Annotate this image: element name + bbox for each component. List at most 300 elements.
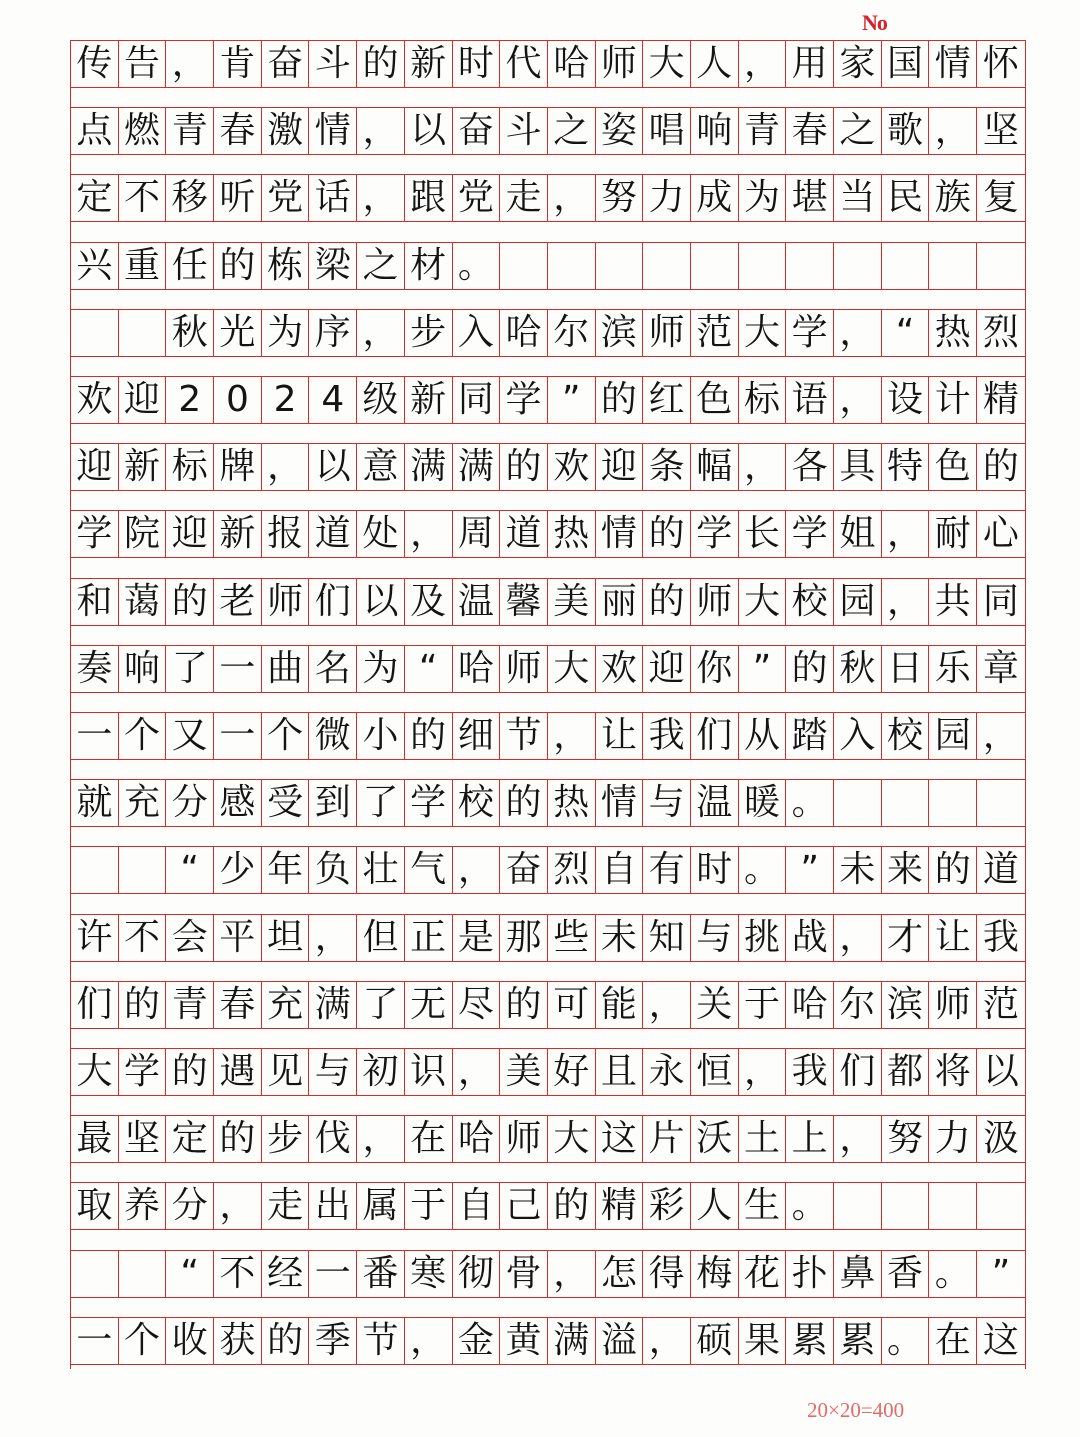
grid-cell: 红 — [643, 377, 691, 423]
grid-cell: 气 — [405, 847, 453, 893]
grid-cell: 迎 — [71, 444, 119, 490]
grid-cell: 平 — [214, 915, 262, 961]
grid-row — [71, 914, 1025, 962]
grid-cell: 为 — [739, 175, 787, 221]
grid-cell: 欢 — [548, 444, 596, 490]
grid-cell: 迎 — [596, 444, 644, 490]
grid-cell: 的 — [596, 377, 644, 423]
grid-cell: 时 — [691, 847, 739, 893]
grid-cell: 之 — [357, 243, 405, 289]
grid-cell: 经 — [262, 1251, 310, 1297]
grid-cell: 奋 — [500, 847, 548, 893]
grid-cell: 在 — [405, 1116, 453, 1162]
grid-cell: 哈 — [453, 1116, 501, 1162]
grid-cell: 的 — [500, 444, 548, 490]
grid-cell: 耐 — [929, 511, 977, 557]
grid-cell: 各 — [786, 444, 834, 490]
grid-cell: 大 — [71, 1049, 119, 1095]
grid-cell: 之 — [834, 108, 882, 154]
grid-row — [71, 1182, 1025, 1230]
grid-cell: 金 — [453, 1318, 501, 1364]
grid-cell: 于 — [405, 1183, 453, 1229]
grid-cell: 以 — [405, 108, 453, 154]
grid-cell: ， — [405, 1318, 453, 1364]
grid-cell — [834, 1183, 882, 1229]
grid-cell: 溢 — [596, 1318, 644, 1364]
grid-cell: 力 — [929, 1116, 977, 1162]
grid-cell: 师 — [500, 646, 548, 692]
grid-cell: 微 — [309, 713, 357, 759]
grid-cell: 。 — [739, 847, 787, 893]
grid-cell: 院 — [119, 511, 167, 557]
grid-cell: 哈 — [786, 982, 834, 1028]
grid-cell: 汲 — [982, 1118, 1019, 1160]
grid-cell: 响 — [691, 108, 739, 154]
grid-cell: 。 — [882, 1318, 930, 1364]
grid-cell: 了 — [357, 982, 405, 1028]
grid-cell: 校 — [882, 713, 930, 759]
grid-cell: 以 — [309, 444, 357, 490]
grid-cell: 与 — [309, 1049, 357, 1095]
grid-cell: 果 — [739, 1318, 787, 1364]
grid-cell: 大 — [548, 1116, 596, 1162]
grid-cell: 壮 — [357, 847, 405, 893]
grid-cell: 标 — [739, 377, 787, 423]
grid-cell: 许 — [71, 915, 119, 961]
grid-cell: 步 — [262, 1116, 310, 1162]
grid-row — [71, 578, 1025, 626]
grid-row — [71, 443, 1025, 491]
grid-cell: ， — [834, 1116, 882, 1162]
grid-cell: 师 — [929, 982, 977, 1028]
grid-cell: 的 — [214, 243, 262, 289]
grid-cell: ， — [643, 1318, 691, 1364]
grid-cell — [500, 243, 548, 289]
grid-cell: 从 — [739, 713, 787, 759]
grid-cell: 。 — [453, 243, 501, 289]
grid-cell: 不 — [119, 915, 167, 961]
grid-cell: 欢 — [71, 377, 119, 423]
grid-cell: 们 — [691, 713, 739, 759]
grid-cell: 一 — [309, 1251, 357, 1297]
grid-cell: 一 — [71, 1318, 119, 1364]
grid-cell: 燃 — [119, 108, 167, 154]
grid-cell — [691, 243, 739, 289]
grid-cell — [596, 243, 644, 289]
grid-cell: 设 — [882, 377, 930, 423]
grid-cell: ， — [929, 108, 977, 154]
grid-cell: 们 — [71, 982, 119, 1028]
grid-cell: 时 — [453, 41, 501, 87]
grid-cell: 努 — [882, 1116, 930, 1162]
grid-cell: ， — [739, 41, 787, 87]
grid-cell: 上 — [786, 1116, 834, 1162]
grid-cell: 些 — [548, 915, 596, 961]
grid-cell: 节 — [357, 1318, 405, 1364]
grid-cell: 正 — [405, 915, 453, 961]
grid-cell: 新 — [405, 377, 453, 423]
grid-cell: 青 — [166, 108, 214, 154]
grid-cell: 学 — [500, 377, 548, 423]
grid-row — [71, 242, 1025, 290]
grid-cell — [786, 243, 834, 289]
grid-row — [71, 645, 1025, 693]
grid-cell: 情 — [596, 780, 644, 826]
grid-cell: 新 — [405, 41, 453, 87]
grid-cell: 情 — [596, 511, 644, 557]
grid-cell: 定 — [166, 1116, 214, 1162]
grid-cell: 尽 — [453, 982, 501, 1028]
grid-cell: 之 — [548, 108, 596, 154]
grid-cell: 入 — [453, 310, 501, 356]
grid-cell: 的 — [119, 982, 167, 1028]
grid-cell: 寒 — [405, 1251, 453, 1297]
grid-cell: 激 — [262, 108, 310, 154]
grid-cell: 复 — [982, 177, 1019, 219]
grid-cell: 了 — [166, 646, 214, 692]
grid-cell: 梅 — [691, 1251, 739, 1297]
grid-cell: 。 — [786, 1183, 834, 1229]
grid-cell: 0 — [214, 377, 262, 423]
grid-cell: 色 — [691, 377, 739, 423]
grid-cell: 彩 — [643, 1183, 691, 1229]
grid-cell: 堪 — [786, 175, 834, 221]
grid-cell: 满 — [453, 444, 501, 490]
grid-cell: 恒 — [691, 1049, 739, 1095]
grid-cell: 关 — [691, 982, 739, 1028]
grid-cell: 具 — [834, 444, 882, 490]
grid-cell: 告 — [119, 41, 167, 87]
grid-cell: 蔼 — [119, 579, 167, 625]
grid-cell: 欢 — [596, 646, 644, 692]
grid-cell: ， — [982, 715, 1019, 756]
grid-cell — [643, 243, 691, 289]
grid-cell: 坦 — [262, 915, 310, 961]
grid-cell: “ — [166, 1251, 214, 1297]
grid-cell: 的 — [166, 1049, 214, 1095]
grid-row — [71, 40, 1025, 88]
grid-cell: 级 — [357, 377, 405, 423]
grid-row — [71, 1115, 1025, 1163]
grid-cell: 奏 — [71, 646, 119, 692]
grid-cell: 识 — [405, 1049, 453, 1095]
grid-cell: ， — [166, 41, 214, 87]
grid-cell: 香 — [882, 1251, 930, 1297]
grid-cell: 日 — [882, 646, 930, 692]
grid-cell: 奋 — [453, 108, 501, 154]
grid-cell: 骨 — [500, 1251, 548, 1297]
grid-cell: 个 — [119, 713, 167, 759]
grid-cell: 范 — [691, 310, 739, 356]
grid-cell: 族 — [929, 175, 977, 221]
grid-cell: 温 — [453, 579, 501, 625]
grid-cell: 光 — [214, 310, 262, 356]
grid-cell: 让 — [929, 915, 977, 961]
grid-cell: 的 — [786, 646, 834, 692]
grid-cell: 将 — [929, 1049, 977, 1095]
grid-cell: 与 — [643, 780, 691, 826]
grid-cell: 特 — [882, 444, 930, 490]
grid-cell: 馨 — [500, 579, 548, 625]
grid-cell — [929, 1183, 977, 1229]
grid-cell: 的 — [262, 1318, 310, 1364]
grid-cell: ， — [309, 915, 357, 961]
grid-row — [71, 174, 1025, 222]
grid-cell: ， — [882, 511, 930, 557]
grid-cell: 热 — [548, 511, 596, 557]
grid-cell: 的 — [166, 579, 214, 625]
grid-cell: 斗 — [309, 41, 357, 87]
grid-cell: 硕 — [691, 1318, 739, 1364]
grid-cell: 自 — [596, 847, 644, 893]
grid-cell — [119, 310, 167, 356]
grid-cell: 鼻 — [834, 1251, 882, 1297]
grid-cell: 收 — [166, 1318, 214, 1364]
grid-cell: 梁 — [309, 243, 357, 289]
grid-cell: 情 — [309, 108, 357, 154]
grid-cell: 美 — [548, 579, 596, 625]
grid-cell: 的 — [500, 780, 548, 826]
grid-cell: 怀 — [982, 43, 1019, 84]
grid-cell: 春 — [214, 982, 262, 1028]
grid-cell: 兴 — [71, 243, 119, 289]
grid-cell: 沃 — [691, 1116, 739, 1162]
grid-cell: 周 — [453, 511, 501, 557]
grid-cell: “ — [405, 646, 453, 692]
grid-cell: 满 — [309, 982, 357, 1028]
grid-cell: 尔 — [834, 982, 882, 1028]
grid-cell: “ — [166, 847, 214, 893]
writing-grid — [70, 40, 1026, 1369]
grid-row — [71, 981, 1025, 1029]
grid-cell: ， — [643, 982, 691, 1028]
grid-cell: 于 — [739, 982, 787, 1028]
grid-cell — [977, 243, 1025, 289]
grid-cell — [882, 1183, 930, 1229]
grid-cell: 的 — [929, 847, 977, 893]
grid-cell: 走 — [500, 175, 548, 221]
grid-cell: 热 — [929, 310, 977, 356]
grid-cell: 师 — [643, 310, 691, 356]
grid-cell: 这 — [982, 1319, 1019, 1361]
grid-cell: 未 — [596, 915, 644, 961]
grid-cell: 乐 — [929, 646, 977, 692]
grid-cell: 有 — [643, 847, 691, 893]
grid-cell: 我 — [643, 713, 691, 759]
grid-cell: 肯 — [214, 41, 262, 87]
grid-cell: 烈 — [548, 847, 596, 893]
grid-cell: ， — [834, 377, 882, 423]
grid-cell: 跟 — [405, 175, 453, 221]
grid-cell: ， — [357, 108, 405, 154]
grid-cell: 传 — [71, 41, 119, 87]
grid-cell: 学 — [786, 310, 834, 356]
grid-cell: 学 — [786, 511, 834, 557]
grid-cell: 标 — [166, 444, 214, 490]
grid-cell: 能 — [596, 982, 644, 1028]
grid-cell: 滨 — [596, 310, 644, 356]
grid-cell: 2 — [262, 377, 310, 423]
grid-cell: 一 — [214, 713, 262, 759]
grid-cell — [834, 780, 882, 826]
grid-cell: 最 — [71, 1116, 119, 1162]
grid-cell: 定 — [71, 175, 119, 221]
grid-cell: 番 — [357, 1251, 405, 1297]
grid-cell: ， — [548, 1251, 596, 1297]
grid-cell: 色 — [929, 444, 977, 490]
grid-cell: 让 — [596, 713, 644, 759]
grid-cell: 季 — [309, 1318, 357, 1364]
grid-cell: 年 — [262, 847, 310, 893]
grid-row — [71, 846, 1025, 894]
grid-cell: 歌 — [882, 108, 930, 154]
grid-cell: 精 — [596, 1183, 644, 1229]
grid-cell: 2 — [166, 377, 214, 423]
grid-cell: 丽 — [596, 579, 644, 625]
grid-cell — [977, 1183, 1025, 1229]
grid-cell: 章 — [982, 647, 1019, 689]
grid-cell: 迎 — [643, 646, 691, 692]
grid-cell: 美 — [500, 1049, 548, 1095]
grid-cell: 暖 — [739, 780, 787, 826]
grid-cell: 。 — [786, 780, 834, 826]
grid-cell: 新 — [214, 511, 262, 557]
grid-cell: 坚 — [119, 1116, 167, 1162]
grid-cell: 取 — [71, 1183, 119, 1229]
grid-cell: 小 — [357, 713, 405, 759]
grid-cell: 的 — [982, 446, 1019, 488]
grid-cell: 计 — [929, 377, 977, 423]
grid-cell: 土 — [739, 1116, 787, 1162]
grid-row — [71, 1048, 1025, 1096]
grid-cell: 学 — [71, 511, 119, 557]
grid-cell: 踏 — [786, 713, 834, 759]
grid-cell: 唱 — [643, 108, 691, 154]
grid-cell: 党 — [262, 175, 310, 221]
grid-cell: 属 — [357, 1183, 405, 1229]
grid-cell — [71, 847, 119, 893]
grid-cell: 入 — [834, 713, 882, 759]
grid-cell — [71, 310, 119, 356]
grid-cell: 好 — [548, 1049, 596, 1095]
grid-cell: 战 — [786, 915, 834, 961]
grid-cell: 都 — [882, 1049, 930, 1095]
grid-cell: 大 — [643, 41, 691, 87]
grid-cell: ” — [548, 377, 596, 423]
grid-cell: 满 — [405, 444, 453, 490]
grid-cell: ， — [405, 511, 453, 557]
grid-row — [71, 107, 1025, 155]
grid-cell: 学 — [119, 1049, 167, 1095]
grid-cell: 们 — [309, 579, 357, 625]
grid-cell: 家 — [834, 41, 882, 87]
grid-cell: 伐 — [309, 1116, 357, 1162]
grid-cell: 幅 — [691, 444, 739, 490]
grid-cell: ， — [834, 915, 882, 961]
grid-cell: 代 — [500, 41, 548, 87]
grid-cell: 党 — [453, 175, 501, 221]
grid-cell: 且 — [596, 1049, 644, 1095]
grid-cell: 力 — [643, 175, 691, 221]
grid-cell: 牌 — [214, 444, 262, 490]
grid-cell: 来 — [882, 847, 930, 893]
grid-cell: 和 — [71, 579, 119, 625]
grid-cell: 个 — [262, 713, 310, 759]
grid-cell: 春 — [214, 108, 262, 154]
grid-cell: 国 — [882, 41, 930, 87]
grid-cell: 情 — [929, 41, 977, 87]
grid-cell: 的 — [357, 41, 405, 87]
grid-cell — [882, 243, 930, 289]
grid-cell: 重 — [119, 243, 167, 289]
grid-cell: 条 — [643, 444, 691, 490]
grid-cell: 遇 — [214, 1049, 262, 1095]
grid-cell: 获 — [214, 1318, 262, 1364]
grid-cell: 大 — [548, 646, 596, 692]
grid-cell: 民 — [882, 175, 930, 221]
grid-cell: 意 — [357, 444, 405, 490]
grid-cell: 材 — [405, 243, 453, 289]
grid-cell: 充 — [119, 780, 167, 826]
grid-cell — [882, 780, 930, 826]
grid-cell: 节 — [500, 713, 548, 759]
grid-cell: ， — [739, 444, 787, 490]
grid-cell: 的 — [214, 1116, 262, 1162]
grid-cell: 累 — [786, 1318, 834, 1364]
grid-cell: 怎 — [596, 1251, 644, 1297]
grid-cell: 一 — [214, 646, 262, 692]
grid-cell: 烈 — [982, 311, 1019, 353]
grid-cell: 受 — [262, 780, 310, 826]
grid-cell: 响 — [119, 646, 167, 692]
grid-row — [71, 779, 1025, 827]
grid-row — [71, 712, 1025, 760]
grid-cell: ， — [834, 310, 882, 356]
grid-cell: 道 — [982, 849, 1019, 891]
grid-cell: 是 — [453, 915, 501, 961]
grid-cell: 挑 — [739, 915, 787, 961]
grid-cell: ， — [548, 713, 596, 759]
grid-cell: ， — [453, 1049, 501, 1095]
grid-cell: 们 — [834, 1049, 882, 1095]
grid-cell: 处 — [357, 511, 405, 557]
grid-cell: 的 — [643, 511, 691, 557]
grid-cell: 共 — [929, 579, 977, 625]
grid-cell: 同 — [453, 377, 501, 423]
grid-cell: 及 — [405, 579, 453, 625]
grid-cell — [119, 1251, 167, 1297]
grid-cell: ” — [786, 847, 834, 893]
grid-cell: 生 — [739, 1183, 787, 1229]
grid-cell: 这 — [596, 1116, 644, 1162]
grid-cell: 学 — [691, 511, 739, 557]
grid-cell: ， — [214, 1183, 262, 1229]
grid-cell: 花 — [739, 1251, 787, 1297]
grid-cell: 知 — [643, 915, 691, 961]
grid-cell: 迎 — [119, 377, 167, 423]
grid-cell: 校 — [786, 579, 834, 625]
grid-cell: ， — [357, 310, 405, 356]
grid-cell: 奋 — [262, 41, 310, 87]
grid-cell: 哈 — [453, 646, 501, 692]
grid-cell: 不 — [119, 175, 167, 221]
grid-cell: 长 — [739, 511, 787, 557]
grid-cell: ， — [357, 175, 405, 221]
grid-cell: 与 — [691, 915, 739, 961]
grid-cell: 青 — [739, 108, 787, 154]
grid-cell: 成 — [691, 175, 739, 221]
grid-cell: 斗 — [500, 108, 548, 154]
